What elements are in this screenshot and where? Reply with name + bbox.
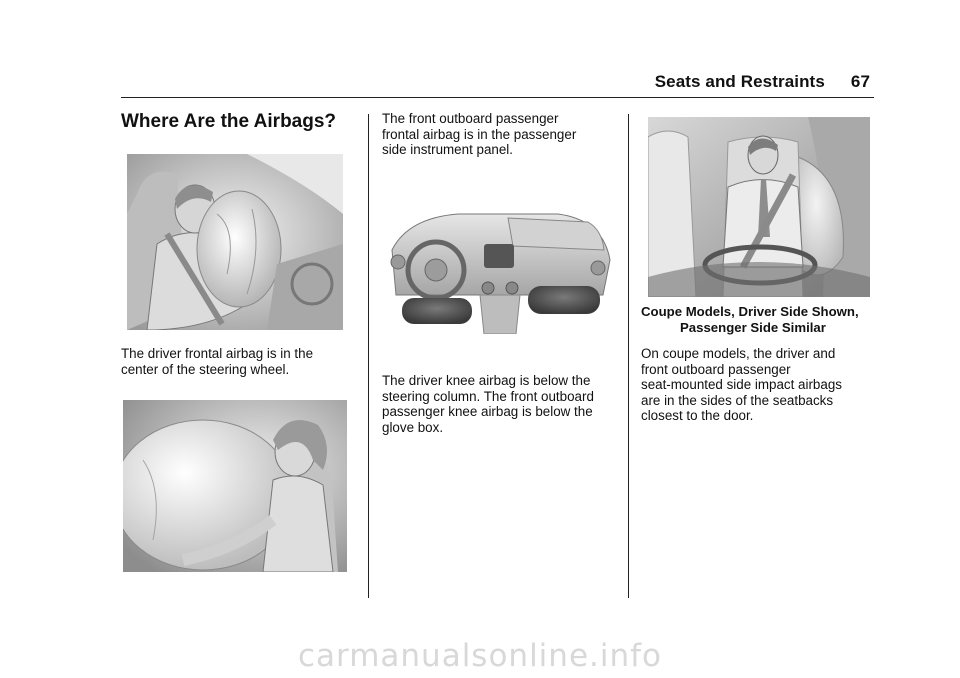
section-title: Seats and Restraints	[654, 72, 825, 91]
driver-frontal-airbag-illustration	[127, 154, 343, 330]
header-rule	[121, 97, 874, 98]
watermark: carmanualsonline.info	[297, 638, 663, 674]
instrument-panel-knee-airbag-illustration	[388, 210, 612, 334]
figure-caption: Coupe Models, Driver Side Shown, Passenger Side Similar	[641, 304, 859, 335]
column-divider-2	[628, 114, 629, 598]
page-header	[655, 72, 870, 92]
driver-frontal-paragraph: The driver frontal airbag is in the center of the steering wheel.	[121, 346, 314, 377]
column-divider-1	[368, 114, 369, 598]
page-number: 67	[850, 72, 870, 91]
passenger-frontal-paragraph: The front outboard passenger frontal airbag is in the passenger side instrument panel.	[382, 111, 577, 157]
driver-side-airbag-illustration	[123, 400, 347, 572]
seat-side-airbag-illustration	[648, 117, 870, 297]
side-airbag-paragraph: On coupe models, the driver and front outboard passenger seat-mounted side impact airbags are in the sides of the seatbacks closest to the door.	[641, 346, 842, 423]
knee-airbag-paragraph: The driver knee airbag is below the steering column. The front outboard passenger knee airbag is below the glove box.	[382, 373, 594, 435]
section-heading: Where Are the Airbags?	[121, 111, 337, 132]
